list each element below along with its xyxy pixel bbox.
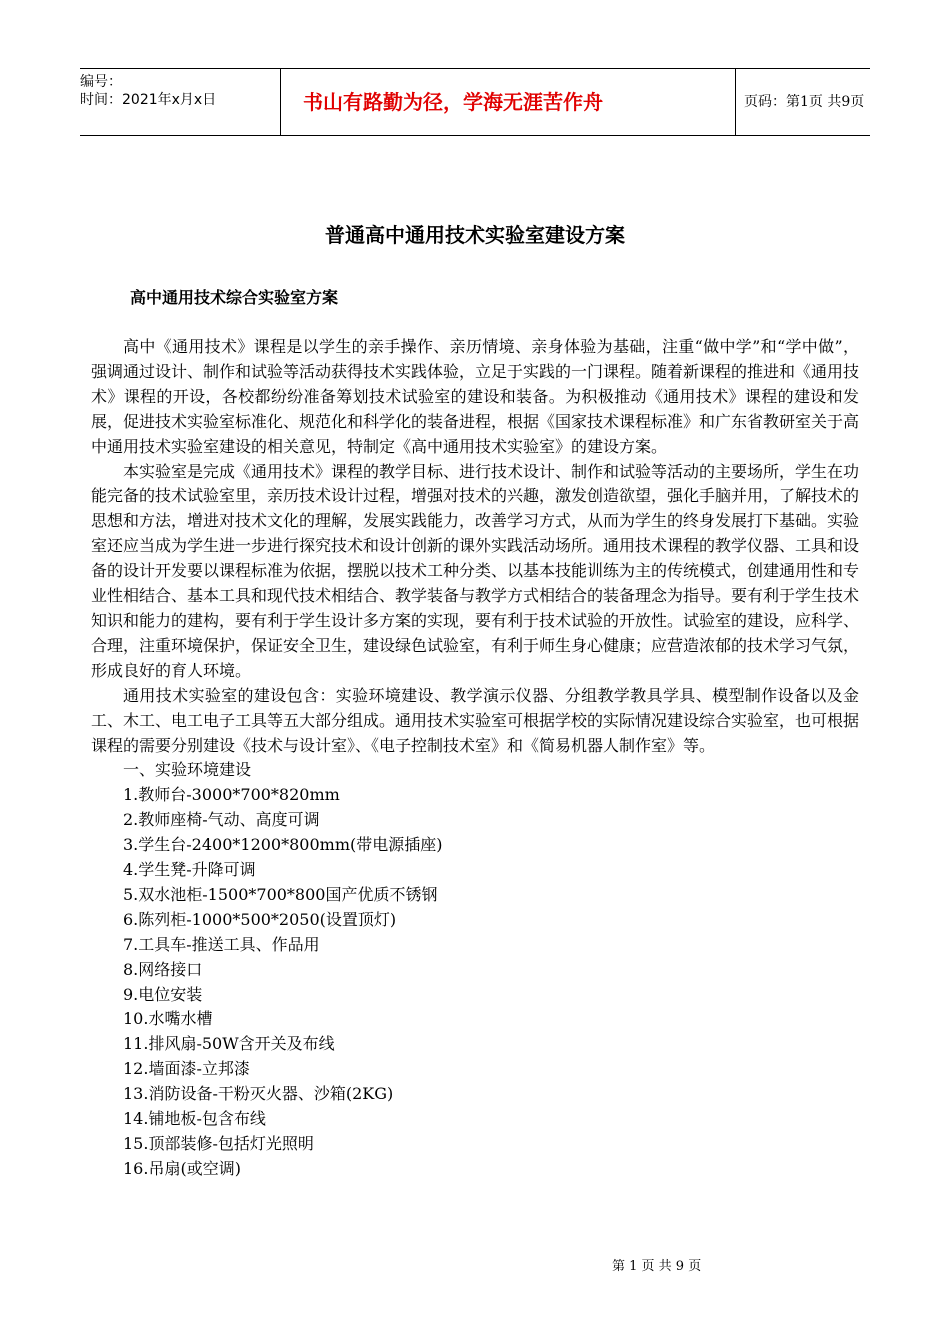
list-item: 2.教师座椅-气动、高度可调 — [123, 810, 320, 830]
header-page-info: 页码：第1页 共9页 — [744, 94, 865, 110]
list-item: 6.陈列柜-1000*500*2050(设置顶灯) — [123, 909, 397, 929]
list-item: 3.学生台-2400*1200*800mm(带电源插座) — [123, 835, 443, 855]
section-title: 高中通用技术综合实验室方案 — [130, 288, 339, 307]
list-item: 11.排风扇-50W含开关及布线 — [123, 1034, 335, 1054]
list-heading: 一、实验环境建设 — [123, 760, 252, 780]
list-item: 1.教师台-3000*700*820mm — [123, 785, 340, 805]
page-header — [80, 68, 870, 136]
list-item: 7.工具车-推送工具、作品用 — [123, 934, 320, 954]
paragraph-intro: 高中《通用技术》课程是以学生的亲手操作、亲历情境、亲身体验为基础，注重“做中学”和“学中做”，强调通过设计、制作和试验等活动获得技术实践体验，立足于实践的一门课程。随着新课程的推进和《通用技术》课程的开设，各校都纷纷准备筹划技术试验室的建设和装备。为积极推动《通用技术》课程的建设和发展，促进技术实验室标准化、规范化和科学化的装备进程，根据《国家技术课程标准》和广东省教研室关于高中通用技术实验室建设的相关意见，特制定《高中通用技术实验室》的建设方案。 — [91, 337, 860, 456]
number-label: 编号： — [80, 74, 122, 90]
paragraph-composition: 通用技术实验室的建设包含：实验环境建设、教学演示仪器、分组教学教具学具、模型制作设备以及金工、木工、电工电子工具等五大部分组成。通用技术实验室可根据学校的实际情况建设综合实验室，也可根据课程的需要分别建设《技术与设计室》、《电子控制技术室》和《简易机器人制作室》等。 — [91, 685, 860, 755]
list-item: 16.吊扇(或空调) — [123, 1158, 241, 1178]
header-motto: 书山有路勤为径，学海无涯苦作舟 — [280, 69, 736, 135]
document-body — [91, 335, 859, 1182]
list-item: 15.顶部装修-包括灯光照明 — [123, 1134, 314, 1153]
list-item: 12.墙面漆-立邦漆 — [123, 1059, 250, 1079]
list-item: 9.电位安装 — [123, 984, 203, 1004]
list-item: 8.网络接口 — [123, 959, 203, 979]
list-item: 10.水嘴水槽 — [123, 1009, 213, 1029]
list-item: 4.学生凳-升降可调 — [123, 860, 256, 880]
time-label: 时间：2021年x月x日 — [80, 92, 217, 108]
header-meta — [80, 69, 280, 135]
document-title: 普通高中通用技术实验室建设方案 — [325, 223, 625, 247]
list-item: 13.消防设备-干粉灭火器、沙箱(2KG) — [123, 1084, 394, 1104]
page-footer: 第 1 页 共 9 页 — [612, 1259, 702, 1274]
paragraph-purpose: 本实验室是完成《通用技术》课程的教学目标、进行技术设计、制作和试验等活动的主要场所，学生在功能完备的技术试验室里，亲历技术设计过程，增强对技术的兴趣，激发创造欲望，强化手脑并用，了解技术的思想和方法，增进对技术文化的理解，发展实践能力，改善学习方式，从而为学生的终身发展打下基础。实验室还应当成为学生进一步进行探究技术和设计创新的课外实践活动场所。通用技术课程的教学仪器、工具和设备的设计开发要以课程标准为依据，摆脱以技术工种分类、以基本技能训练为主的传统模式，创建通用性和专业性相结合、基本工具和现代技术相结合、教学装备与教学方式相结合的装备理念为指导。要有利于学生技术知识和能力的建构，要有利于学生设计多方案的实现，要有利于技术试验的开放性。试验室的建设，应科学、合理，注重环境保护，保证安全卫生，建设绿色试验室，有利于师生身心健康；应营造浓郁的技术学习气氛，形成良好的育人环境。 — [91, 461, 860, 680]
list-item: 5.双水池柜-1500*700*800国产优质不锈钢 — [123, 884, 438, 904]
list-item: 14.铺地板-包含布线 — [123, 1109, 266, 1129]
